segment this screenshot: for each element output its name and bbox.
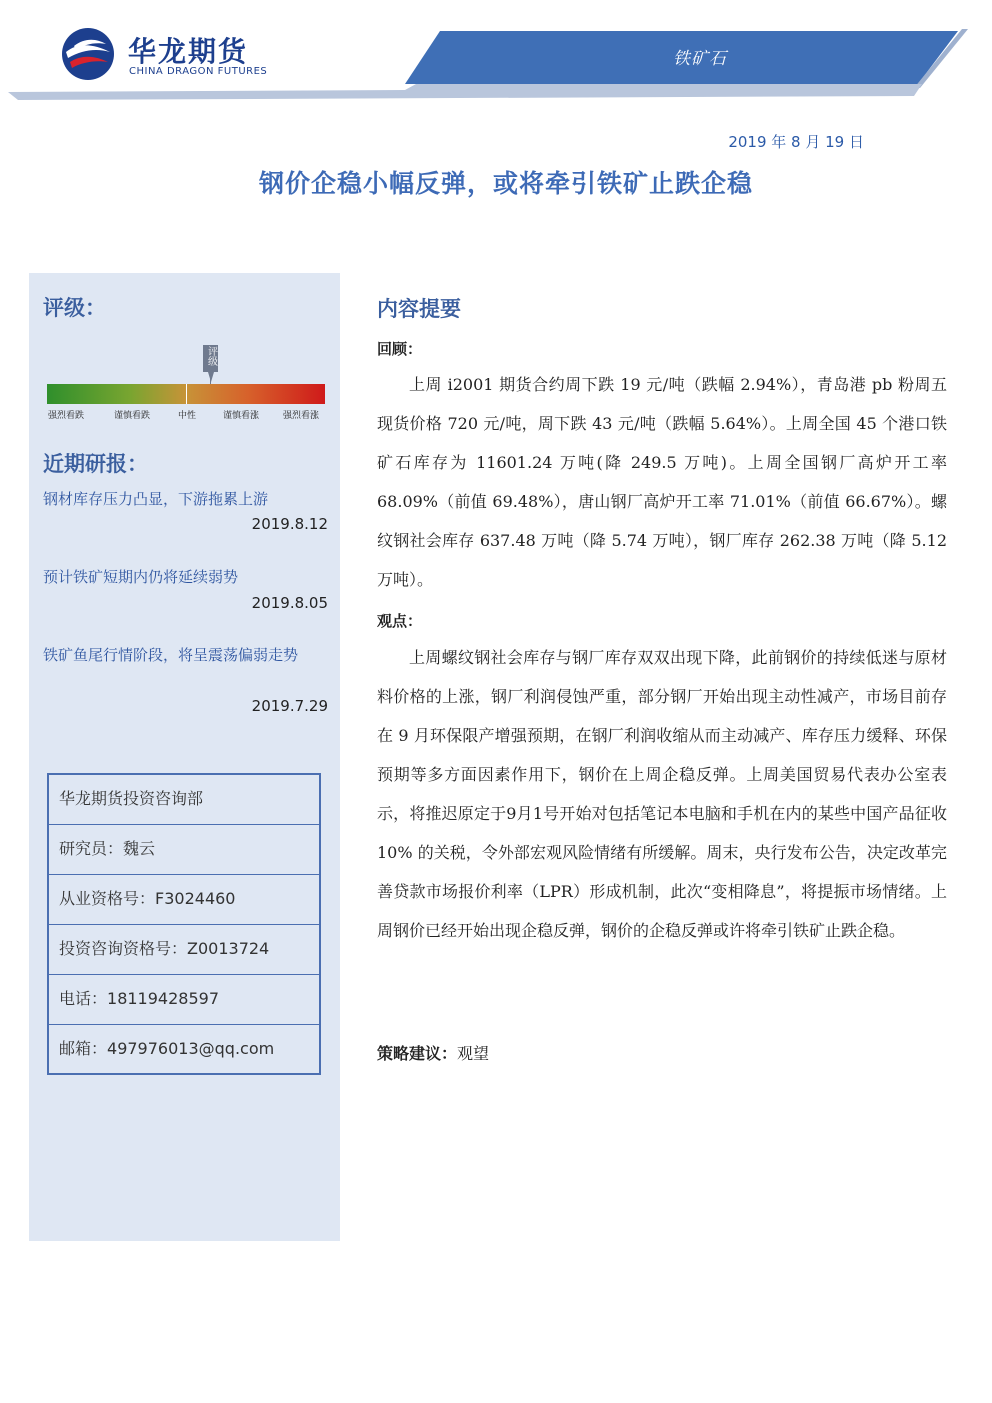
contact-advisory [49,925,319,975]
scale-label-cautious-bearish: 谨慎看跌 [114,411,151,421]
recent-report-title[interactable]: 铁矿鱼尾行情阶段，将呈震荡偏弱走势 [43,646,299,664]
report-date: 2019 年 8 月 19 日 [728,133,864,151]
recent-report-date: 2019.8.05 [251,594,328,612]
advisory-value: Z0013724 [187,939,270,958]
qualification-label: 从业资格号： [59,889,156,908]
review-heading: 回顾： [377,340,423,358]
qualification-value: F3024460 [155,889,236,908]
brand-name: 华龙期货 [128,35,249,68]
recent-report-date: 2019.8.12 [251,515,328,533]
rating-marker [203,345,218,372]
category-tag: 铁矿石 [673,49,727,69]
strategy-value: 观望 [457,1044,490,1063]
scale-label-strong-bullish: 强烈看涨 [283,411,320,421]
recent-reports-heading: 近期研报： [43,451,148,476]
contact-qualification [49,875,319,925]
recent-report-title[interactable]: 预计铁矿短期内仍将延续弱势 [43,568,239,586]
email-label: 邮箱： [59,1039,108,1058]
contact-researcher: 研究员：魏云 [49,825,319,875]
scale-label-strong-bearish: 强烈看跌 [48,411,85,421]
brand-name-english: CHINA DRAGON FUTURES [129,66,268,77]
rating-bar-divider [186,384,187,404]
recent-report-title[interactable]: 钢材库存压力凸显，下游拖累上游 [43,490,269,508]
review-paragraph: 上周 i2001 期货合约周下跌 19 元/吨（跌幅 2.94%），青岛港 pb 粉周五现货价格 720 元/吨，周下跌 43 元/吨（跌幅 5.64%）。上周全国 45 个港口铁矿石库存为 11601.24 万吨(降 249.5 万吨)。上周全国钢厂高炉开工率 68.09%（前值 69.48%），唐山钢厂高炉开工率 71.01%（前值 66.67%）。螺纹钢社会库存 637.48 万吨（降 5.74 万吨），钢厂库存 262.38 万吨（降 5.12 万吨）。 [377,375,947,589]
rating-marker-arrow-icon [208,372,214,382]
strategy-label: 策略建议： [377,1044,458,1063]
scale-label-neutral: 中性 [178,411,197,421]
advisory-label: 投资咨询资格号： [59,939,188,958]
summary-heading: 内容提要 [377,296,461,321]
contact-box [47,773,321,1075]
contact-email [49,1025,319,1075]
strategy-line [377,1041,489,1064]
header-underline [8,84,922,100]
contact-department: 华龙期货投资咨询部 [49,775,319,825]
company-logo-icon [60,26,116,82]
contact-phone [49,975,319,1025]
phone-value[interactable]: 18119428597 [107,989,219,1008]
phone-label: 电话： [59,989,108,1008]
email-value[interactable]: 497976013@qq.com [107,1039,275,1058]
rating-marker-label: 评级 [205,346,217,366]
report-title: 钢价企稳小幅反弹，或将牵引铁矿止跌企稳 [258,169,753,198]
scale-label-cautious-bullish: 谨慎看涨 [223,411,260,421]
view-paragraph: 上周螺纹钢社会库存与钢厂库存双双出现下降，此前钢价的持续低迷与原材料价格的上涨，钢厂利润侵蚀严重，部分钢厂开始出现主动性减产，市场目前存在 9 月环保限产增强预期，在钢厂利润收缩从而主动减产、库存压力缓释、环保预期等多方面因素作用下，钢价在上周企稳反弹。上周美国贸易代表办公室表示，将推迟原定于9月1号开始对包括笔记本电脑和手机在内的某些中国产品征收10% 的关税，令外部宏观风险情绪有所缓解。周末，央行发布公告，决定改革完善贷款市场报价利率（LPR）形成机制，此次“变相降息”，将提振市场情绪。上周钢价已经开始出现企稳反弹，钢价的企稳反弹或许将牵引铁矿止跌企稳。 [377,648,947,940]
view-heading: 观点： [377,612,423,630]
rating-heading: 评级： [43,295,106,320]
recent-report-date: 2019.7.29 [251,697,328,715]
